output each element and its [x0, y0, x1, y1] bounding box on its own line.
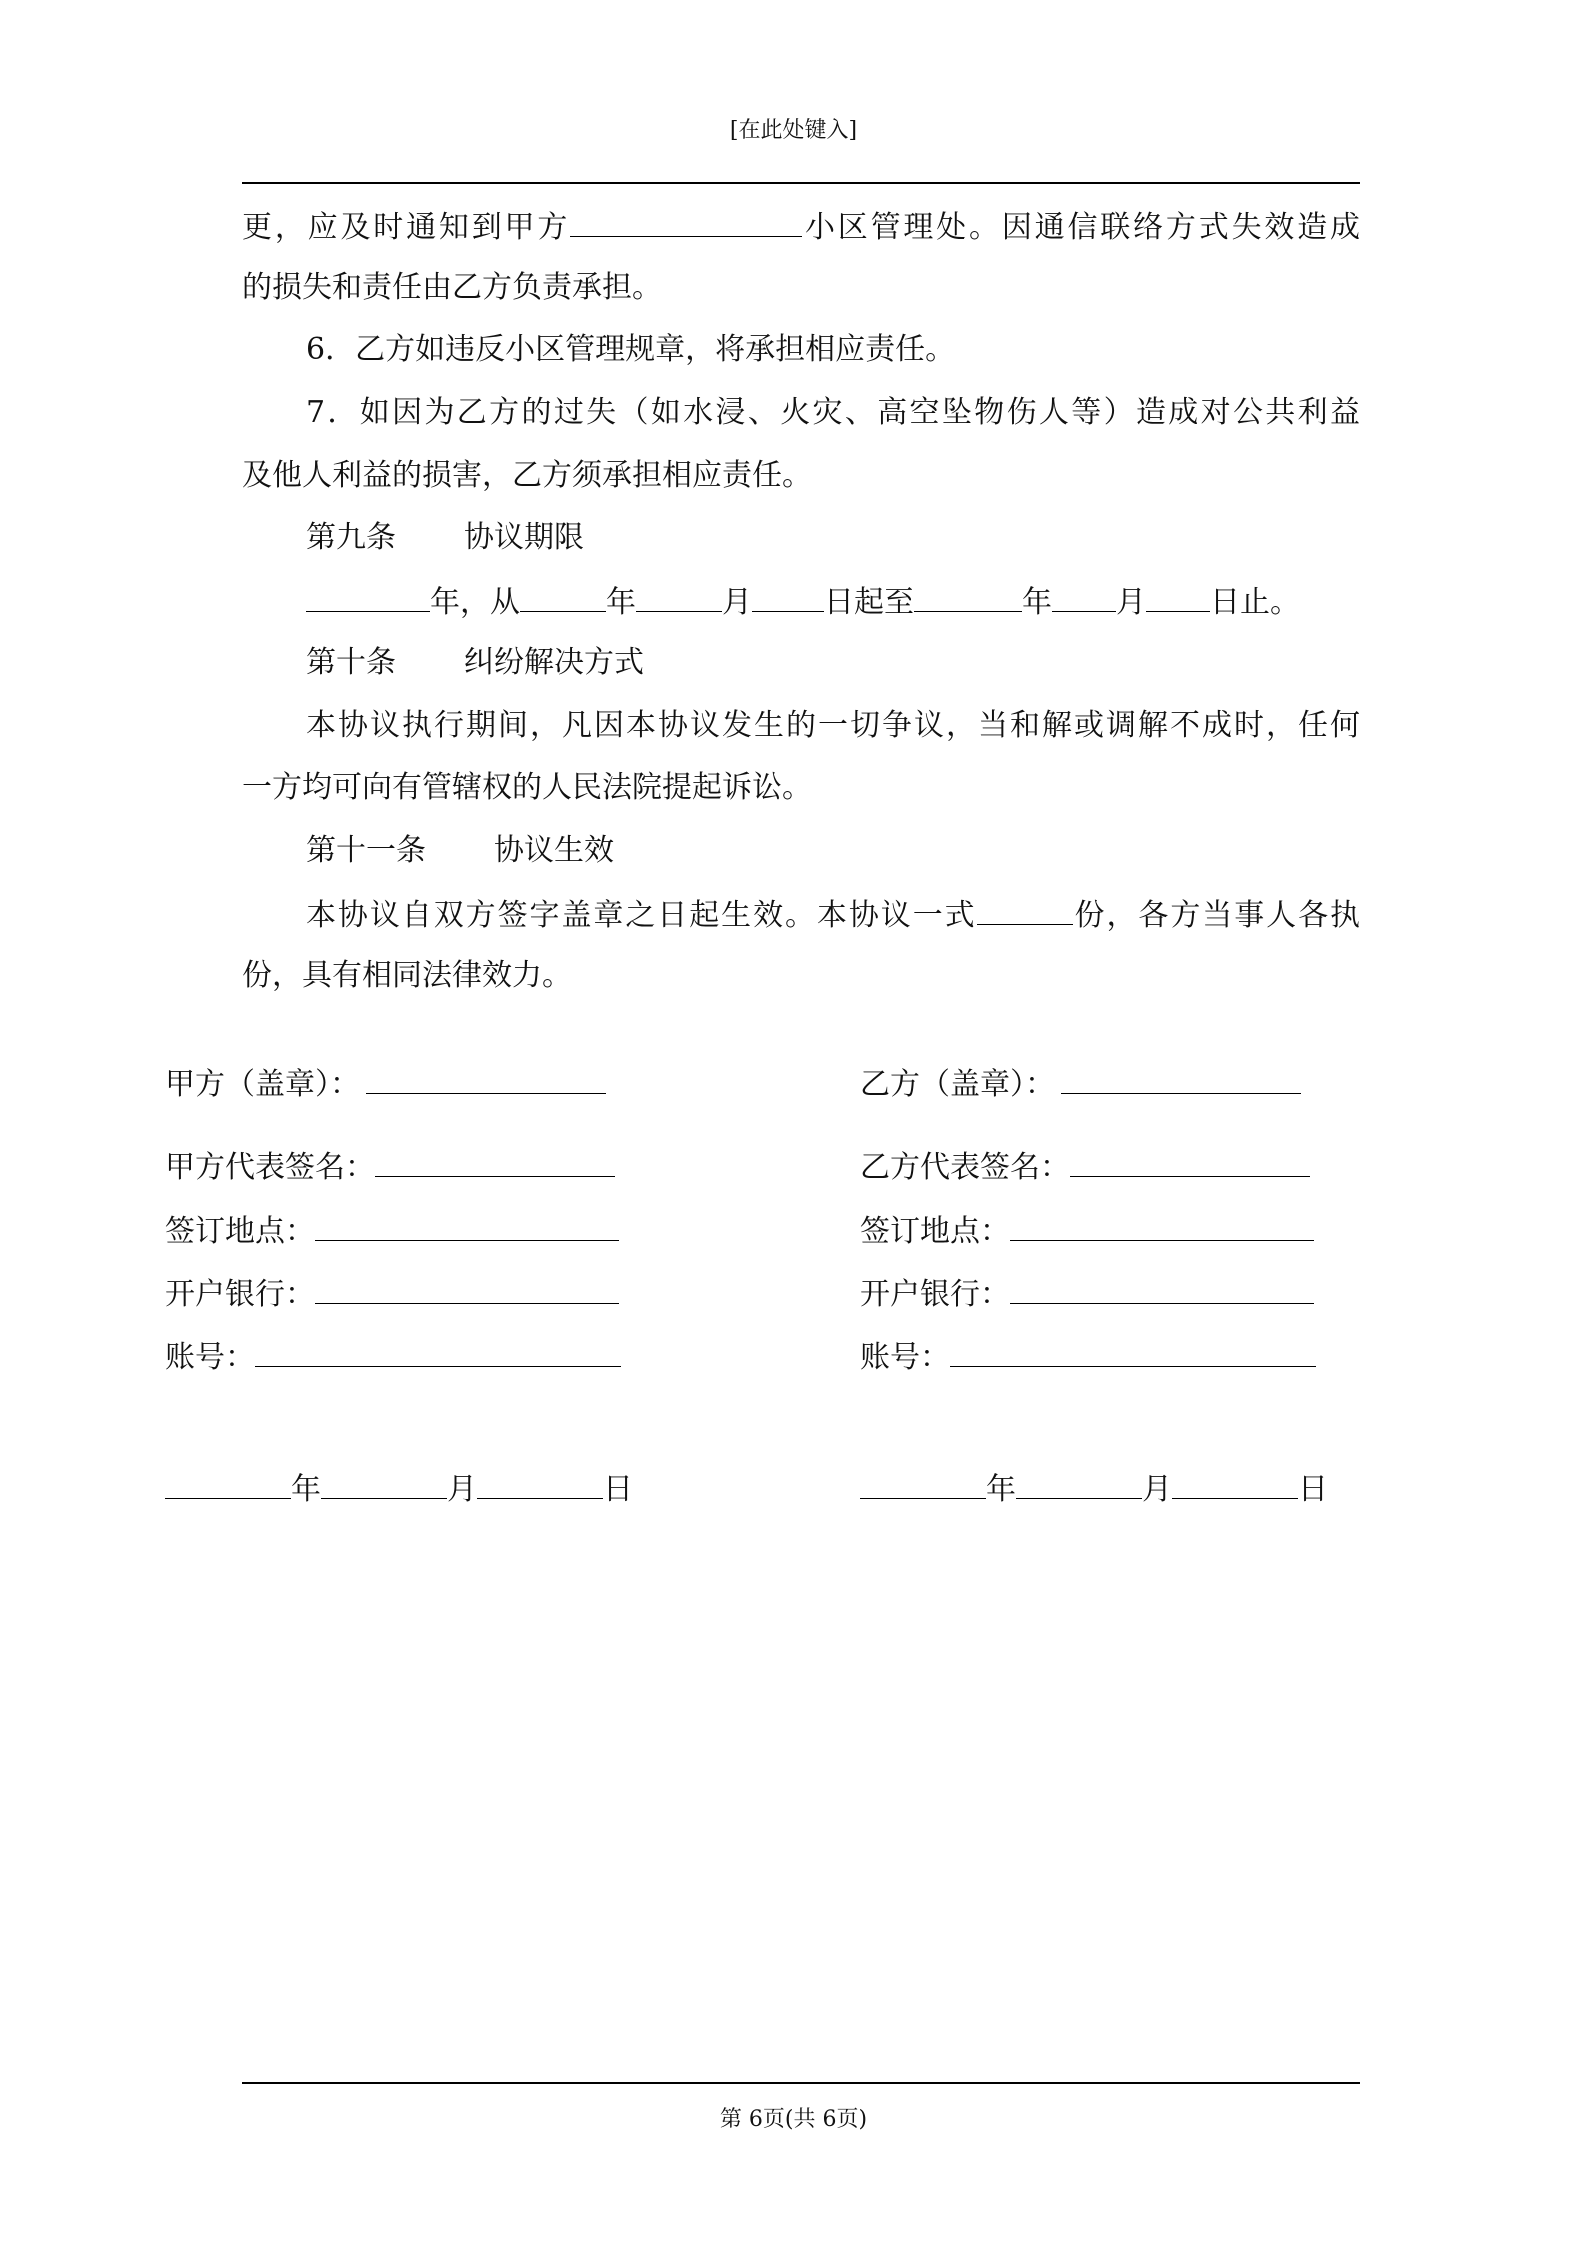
article-10-heading — [242, 643, 1360, 683]
party-a-place-label: 签订地点： — [165, 1214, 315, 1249]
clause-7-line-1: 7．如因为乙方的过失（如水浸、火灾、高空坠物伤人等）造成对公共利益 — [306, 395, 1360, 430]
paragraph-line-1 — [242, 206, 1360, 248]
party-a-account-row — [165, 1336, 621, 1378]
text-segment: 日止。 — [1210, 585, 1300, 620]
party-b-account-label: 账号： — [860, 1340, 950, 1375]
party-a-seal-row — [165, 1063, 606, 1105]
party-b-rep-field[interactable] — [1070, 1146, 1310, 1177]
page-footer: 第 6页(共 6页) — [719, 2107, 868, 2132]
party-a-rep-row — [165, 1146, 615, 1188]
article-11-line-1 — [242, 894, 1360, 936]
party-b-seal-label: 乙方（盖章）： — [860, 1067, 1055, 1102]
article-11-heading — [242, 831, 1360, 871]
party-b-date-row — [860, 1468, 1328, 1510]
party-a-account-label: 账号： — [165, 1340, 255, 1375]
month-label: 月 — [1142, 1472, 1172, 1507]
paragraph-line-2: 的损失和责任由乙方负责承担。 — [242, 270, 662, 305]
party-a-bank-row — [165, 1273, 619, 1315]
term-line — [242, 581, 1360, 623]
text-segment: 月 — [1116, 585, 1146, 620]
party-a-date-row — [165, 1468, 633, 1510]
party-b-account-field[interactable] — [950, 1336, 1316, 1367]
article-11-line-2: 份，具有相同法律效力。 — [242, 958, 572, 993]
day-label: 日 — [603, 1472, 633, 1507]
article-number: 第九条 — [306, 520, 396, 555]
party-a-rep-label: 甲方代表签名： — [165, 1150, 375, 1185]
clause-7-line-2: 及他人利益的损害，乙方须承担相应责任。 — [242, 458, 812, 493]
article-10-line-1: 本协议执行期间，凡因本协议发生的一切争议，当和解或调解不成时，任何 — [306, 708, 1360, 743]
article-title: 协议期限 — [464, 520, 584, 555]
clause-6: 6．乙方如违反小区管理规章，将承担相应责任。 — [306, 332, 956, 367]
blank-field[interactable] — [306, 581, 430, 612]
article-number: 第十条 — [306, 645, 396, 680]
text-segment: 小区管理处。因通信联络方式失效造成 — [802, 210, 1361, 245]
page-header: [在此处键入] — [729, 118, 858, 143]
text-segment: 月 — [722, 585, 752, 620]
day-label: 日 — [1298, 1472, 1328, 1507]
day-field[interactable] — [477, 1468, 603, 1499]
text-segment: 年 — [606, 585, 636, 620]
blank-field[interactable] — [520, 581, 606, 612]
text-segment: 份，各方当事人各执 — [1072, 898, 1361, 933]
blank-field[interactable] — [914, 581, 1022, 612]
month-field[interactable] — [1016, 1468, 1142, 1499]
party-b-bank-label: 开户银行： — [860, 1277, 1010, 1312]
party-a-bank-field[interactable] — [315, 1273, 619, 1304]
year-label: 年 — [986, 1472, 1016, 1507]
party-a-rep-field[interactable] — [375, 1146, 615, 1177]
article-9-heading — [242, 518, 1360, 558]
party-a-bank-label: 开户银行： — [165, 1277, 315, 1312]
text-segment: 更，应及时通知到甲方 — [242, 210, 571, 245]
party-b-account-row — [860, 1336, 1316, 1378]
party-a-account-field[interactable] — [255, 1336, 621, 1367]
month-label: 月 — [447, 1472, 477, 1507]
text-segment: 年 — [1022, 585, 1052, 620]
text-segment: 日起至 — [824, 585, 914, 620]
article-10-line-2: 一方均可向有管辖权的人民法院提起诉讼。 — [242, 770, 812, 805]
blank-field[interactable] — [636, 581, 722, 612]
party-b-bank-field[interactable] — [1010, 1273, 1314, 1304]
party-b-bank-row — [860, 1273, 1314, 1315]
party-a-place-row — [165, 1210, 619, 1252]
article-number: 第十一条 — [306, 833, 426, 868]
party-b-rep-label: 乙方代表签名： — [860, 1150, 1070, 1185]
party-b-seal-row — [860, 1063, 1301, 1105]
text-segment: 年，从 — [430, 585, 520, 620]
party-a-place-field[interactable] — [315, 1210, 619, 1241]
party-b-place-row — [860, 1210, 1314, 1252]
party-a-seal-label: 甲方（盖章）： — [165, 1067, 360, 1102]
year-field[interactable] — [860, 1468, 986, 1499]
year-label: 年 — [291, 1472, 321, 1507]
text-segment: 本协议自双方签字盖章之日起生效。本协议一式 — [306, 898, 977, 933]
blank-field[interactable] — [752, 581, 824, 612]
footer-rule — [242, 2082, 1360, 2084]
year-field[interactable] — [165, 1468, 291, 1499]
article-title: 纠纷解决方式 — [464, 645, 644, 680]
party-b-seal-field[interactable] — [1061, 1063, 1301, 1094]
blank-field[interactable] — [570, 206, 802, 237]
party-a-seal-field[interactable] — [366, 1063, 606, 1094]
party-b-place-field[interactable] — [1010, 1210, 1314, 1241]
header-rule — [242, 182, 1360, 184]
month-field[interactable] — [321, 1468, 447, 1499]
blank-field[interactable] — [977, 894, 1073, 925]
party-b-rep-row — [860, 1146, 1310, 1188]
party-b-place-label: 签订地点： — [860, 1214, 1010, 1249]
blank-field[interactable] — [1146, 581, 1210, 612]
article-title: 协议生效 — [494, 833, 614, 868]
blank-field[interactable] — [1052, 581, 1116, 612]
day-field[interactable] — [1172, 1468, 1298, 1499]
